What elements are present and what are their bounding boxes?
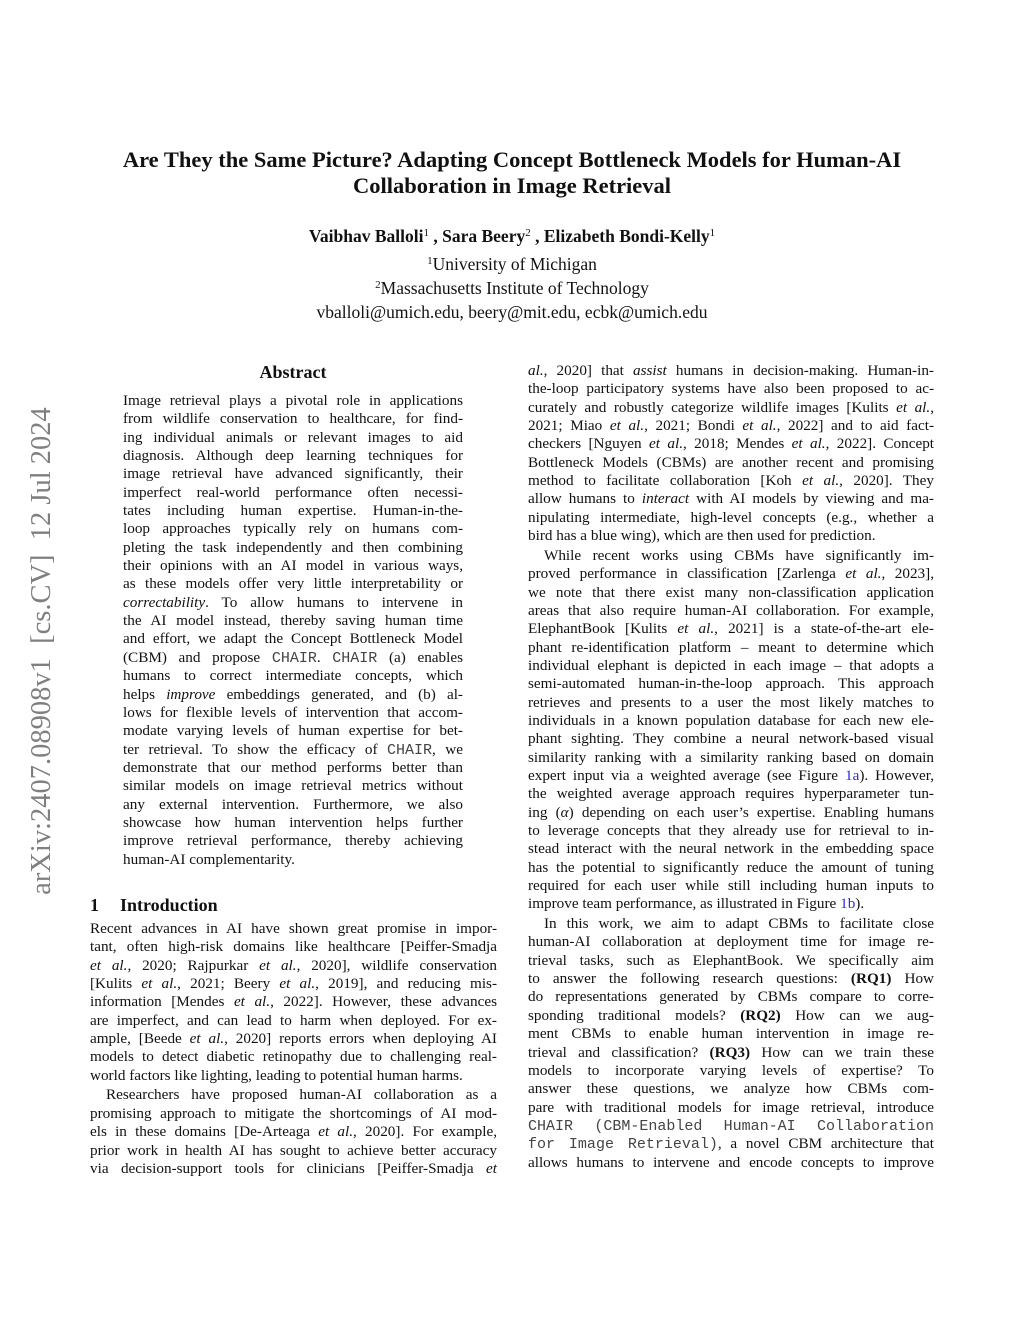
- text-line: prior work in health AI has sought to achieve better accuracy: [90, 1141, 497, 1159]
- text-line: While recent works using CBMs have significantly im-: [544, 546, 934, 564]
- text-segment: trieval and classification?: [528, 1043, 710, 1061]
- text-segment: [Kulits: [90, 975, 142, 993]
- text-line: pare with traditional models for image retrieval, introduce: [528, 1098, 934, 1116]
- text-segment: , we: [432, 740, 463, 758]
- text-line: [528, 970, 934, 988]
- italic-text: et al.: [90, 956, 128, 974]
- arxiv-stamp: arXiv:2407.08908v1 [cs.CV] 12 Jul 2024: [26, 407, 57, 895]
- text-line: tant, often high-risk domains like healthcare [Peiffer-Smadja: [90, 938, 497, 956]
- text-segment: , 2020; Rajpurkar: [127, 956, 260, 974]
- text-segment: How can we aug-: [780, 1006, 934, 1024]
- text-segment: , 2019], and reducing mis-: [315, 975, 498, 993]
- text-segment: ing (: [528, 803, 561, 821]
- affiliation: [0, 277, 1024, 299]
- introduction-left-column: [90, 920, 497, 1180]
- text-segment: . To allow humans to intervene in: [205, 593, 463, 611]
- text-line: semi-automated human-in-the-loop approach. This approach: [528, 675, 934, 693]
- text-line: required for each user while still including human inputs to: [528, 877, 934, 895]
- introduction-right-column: [528, 362, 934, 1173]
- italic-text: et al.: [141, 975, 178, 993]
- text-line: [123, 649, 463, 667]
- text-line: human-AI collaboration at deployment time for image re-: [528, 933, 934, 951]
- text-segment: , 2021] is a state-of-the-art ele-: [714, 620, 934, 638]
- text-line: has the potential to significantly reduce the amount of tuning: [528, 858, 934, 876]
- text-segment: to answer the following research questions:: [528, 970, 851, 988]
- text-segment: allow humans to: [528, 490, 642, 508]
- text-line: stead interact with the neural network in the embedding space: [528, 840, 934, 858]
- text-line: phant re-identification platform – meant to determine which: [528, 638, 934, 656]
- text-line: tates including human expertise. Human-in-the-: [123, 502, 463, 520]
- italic-text: et al.: [896, 398, 931, 416]
- paragraph: [528, 915, 934, 1172]
- italic-text: et: [486, 1159, 497, 1177]
- text-segment: , 2022]. However, these advances: [270, 993, 497, 1011]
- italic-text: improve: [166, 685, 216, 703]
- text-line: nipulating intermediate, high-level concepts (e.g., whether a: [528, 508, 934, 526]
- italic-text: et al.: [677, 620, 715, 638]
- italic-text: interact: [641, 490, 690, 508]
- author-affiliation-mark: 1: [423, 227, 429, 239]
- text-line: [528, 620, 934, 638]
- text-line: [90, 975, 497, 993]
- abstract-heading: Abstract: [259, 362, 327, 382]
- affiliation: [0, 253, 1024, 275]
- text-segment: sponding traditional models?: [528, 1006, 741, 1024]
- italic-text: assist: [633, 362, 667, 379]
- text-line: to leverage concepts that they already use for retrieval to in-: [528, 821, 934, 839]
- text-line: allows humans to intervene and encode concepts to improve: [528, 1153, 934, 1171]
- italic-text: et al.: [189, 1030, 225, 1048]
- text-line: [123, 686, 463, 704]
- text-line: trieval tasks, such as ElephantBook. We specifically aim: [528, 951, 934, 969]
- text-line: models to detect diabetic retinopathy due to challenging real-: [90, 1048, 497, 1066]
- text-line: [528, 804, 934, 822]
- text-segment: information [Mendes: [90, 993, 234, 1011]
- italic-text: α: [560, 803, 569, 821]
- text-segment: ample, [Beede: [90, 1030, 190, 1048]
- text-segment: embeddings generated, and (b) al-: [215, 685, 463, 703]
- text-line: from wildlife conservation to healthcare, for find-: [123, 410, 463, 428]
- text-segment: ) depending on each user’s expertise. Enabling humans: [568, 803, 934, 821]
- text-line: [90, 957, 497, 975]
- text-line: Bottleneck Models (CBMs) are another recent and promising: [528, 453, 934, 471]
- text-line: any external intervention. Furthermore, we also: [123, 795, 463, 813]
- text-segment: expert input via a weighted average (see Figure: [528, 766, 845, 784]
- text-line: answer these questions, we analyze how CBMs com-: [528, 1080, 934, 1098]
- section-heading-introduction: [90, 894, 218, 916]
- author-list: [0, 225, 1024, 247]
- text-segment: with AI models by viewing and ma-: [689, 490, 934, 508]
- affiliation-number: 2: [375, 279, 381, 291]
- section-title: Introduction: [120, 895, 218, 915]
- paragraph: [90, 1086, 497, 1178]
- text-line: their opinions with an AI model in various ways,: [123, 557, 463, 575]
- text-line: promising approach to mitigate the shortcomings of AI mod-: [90, 1104, 497, 1122]
- paragraph: [528, 547, 934, 914]
- author-emails: vballoli@umich.edu, beery@mit.edu, ecbk@umich.edu: [316, 302, 708, 322]
- paper-title-line-2: Collaboration in Image Retrieval: [352, 173, 672, 198]
- text-segment: , 2020]. For example,: [353, 1123, 497, 1141]
- text-segment: , 2020]. They: [839, 472, 934, 490]
- text-line: models to incorporate varying levels of expertise? To: [528, 1061, 934, 1079]
- paragraph: [90, 920, 497, 1085]
- text-line: we note that there exist many non-classification application: [528, 583, 934, 601]
- text-segment: ElephantBook [Kulits: [528, 620, 678, 638]
- text-line: the AI model instead, thereby saving human time: [123, 612, 463, 630]
- italic-text: et al.: [233, 993, 271, 1011]
- text-segment: curately and robustly categorize wildlife images [Kulits: [528, 398, 897, 416]
- text-segment: , 2021; Bondi: [644, 417, 743, 435]
- author-separator: ,: [428, 226, 443, 246]
- text-line: individuals in a known population database for each new ele-: [528, 711, 934, 729]
- text-line: [528, 565, 934, 583]
- text-line: bird has a blue wing), which are then used for prediction.: [528, 527, 876, 545]
- text-line: [528, 435, 934, 453]
- text-segment: improve team performance, as illustrated in Figure: [528, 895, 841, 913]
- text-line: [90, 1160, 497, 1178]
- text-line: modate varying levels of human expertise for bet-: [123, 722, 463, 740]
- monospace-text: CHAIR: [271, 649, 317, 667]
- text-line: similar models on image retrieval metrics without: [123, 777, 463, 795]
- section-number: 1: [90, 895, 99, 915]
- text-line: [90, 993, 497, 1011]
- text-line: [123, 741, 463, 759]
- text-line: demonstrate that our method performs better than: [123, 758, 463, 776]
- affiliation-name: University of Michigan: [432, 254, 597, 274]
- text-line: In this work, we aim to adapt CBMs to facilitate close: [544, 915, 934, 933]
- text-line: as these models offer very little interpretability or: [123, 575, 463, 593]
- text-line: the weighted average approach requires hyperparameter tun-: [528, 785, 934, 803]
- text-line: diagnosis. Although deep learning techniques for: [123, 447, 463, 465]
- text-segment: .: [316, 648, 333, 666]
- text-line: world factors like lighting, leading to potential human harms.: [90, 1066, 463, 1084]
- text-line: the-loop participatory systems have also been proposed to ac-: [528, 380, 934, 398]
- text-line: showcase how human intervention helps further: [123, 813, 463, 831]
- monospace-text: CHAIR: [332, 649, 378, 667]
- text-line: are imperfect, and can lead to harm when deployed. For ex-: [90, 1011, 497, 1029]
- paragraph: [528, 362, 934, 545]
- text-segment: ,: [930, 398, 934, 416]
- text-line: lows for flexible levels of intervention that accom-: [123, 703, 463, 721]
- author-name: Vaibhav Balloli: [308, 226, 424, 246]
- italic-text: et al.: [318, 1123, 354, 1141]
- text-segment: , 2022]. Concept: [825, 435, 935, 453]
- text-line: [528, 472, 934, 490]
- text-line: areas that also require human-AI collaboration. For example,: [528, 601, 934, 619]
- author-separator: ,: [530, 226, 544, 246]
- text-line: ing individual animals or relevant images to aid: [123, 428, 463, 446]
- author-name: Sara Beery: [442, 226, 526, 246]
- text-segment: How can we train these: [750, 1043, 934, 1061]
- text-segment: , 2021; Beery: [177, 975, 280, 993]
- text-segment: , 2020], wildlife conservation: [296, 956, 497, 974]
- text-segment: ). However,: [859, 766, 934, 784]
- text-line: [90, 1123, 497, 1141]
- text-line: humans to correct intermediate concepts, which: [123, 667, 463, 685]
- text-line: [528, 490, 934, 508]
- abstract-body: [123, 392, 463, 870]
- text-line: retrieves and presents to a user the most likely matches to: [528, 693, 934, 711]
- bold-text: (RQ2): [740, 1006, 781, 1024]
- author-affiliation-mark: 2: [525, 227, 531, 239]
- text-segment: ).: [855, 895, 865, 913]
- italic-text: et al.: [279, 975, 316, 993]
- text-line: [528, 1135, 934, 1153]
- monospace-text: for Image Retrieval): [528, 1136, 718, 1154]
- italic-text: et al.: [845, 565, 882, 583]
- text-line: improve retrieval performance, thereby achieving: [123, 832, 463, 850]
- italic-text: et al.: [791, 435, 826, 453]
- text-line: individual elephant is depicted in each image – that adopts a: [528, 656, 934, 674]
- text-segment: , 2020] that: [543, 362, 633, 379]
- text-segment: , 2018; Mendes: [683, 435, 792, 453]
- text-line: human-AI complementarity.: [123, 850, 295, 868]
- text-line: phant sighting. They combine a neural network-based visual: [528, 730, 934, 748]
- text-segment: proved performance in classification [Zarlenga: [528, 565, 846, 583]
- bold-text: (RQ1): [850, 970, 892, 988]
- text-segment: via decision-support tools for clinicians [Peiffer-Smadja: [90, 1159, 487, 1177]
- affiliation-name: Massachusetts Institute of Technology: [380, 278, 649, 298]
- paper-title-line-1: Are They the Same Picture? Adapting Concept Bottleneck Models for Human-AI: [122, 147, 902, 172]
- text-line: image retrieval have advanced significantly, their: [123, 465, 463, 483]
- text-line: [528, 767, 934, 785]
- text-segment: How: [891, 970, 935, 988]
- text-segment: (CBM) and propose: [123, 648, 272, 666]
- text-line: Recent advances in AI have shown great promise in impor-: [90, 920, 497, 937]
- text-segment: els in these domains [De-Arteaga: [90, 1123, 319, 1141]
- author-affiliation-mark: 1: [709, 227, 716, 239]
- text-segment: 2021; Miao: [528, 417, 610, 435]
- text-segment: , 2020] reports errors when deploying AI: [224, 1030, 497, 1048]
- text-segment: humans in decision-making. Human-in-: [666, 362, 934, 379]
- text-segment: helps: [123, 685, 167, 703]
- text-line: Image retrieval plays a pivotal role in applications: [123, 392, 463, 409]
- monospace-text: CHAIR: [387, 741, 433, 759]
- text-line: do representations generated by CBMs compare to corre-: [528, 988, 934, 1006]
- italic-text: al.: [528, 362, 544, 379]
- text-line: [528, 1007, 934, 1025]
- author-name: Elizabeth Bondi-Kelly: [543, 226, 710, 246]
- text-segment: , 2022] and to aid fact-: [776, 417, 934, 435]
- italic-text: et al.: [259, 956, 297, 974]
- italic-text: et al.: [609, 417, 645, 435]
- text-line: pleting the task independently and then combining: [123, 538, 463, 556]
- text-line: Researchers have proposed human-AI collaboration as a: [106, 1086, 497, 1104]
- bold-text: (RQ3): [709, 1043, 751, 1061]
- monospace-text: CHAIR (CBM-Enabled Human-AI Collaboration: [528, 1117, 934, 1135]
- text-line: [528, 1117, 934, 1135]
- text-line: [528, 417, 934, 435]
- text-line: ment CBMs to enable human intervention in image re-: [528, 1025, 934, 1043]
- italic-text: et al.: [742, 417, 777, 435]
- text-line: [90, 1030, 497, 1048]
- text-segment: method to facilitate collaboration [Koh: [528, 472, 803, 490]
- italic-text: et al.: [649, 435, 683, 453]
- text-line: [528, 895, 934, 913]
- text-segment: (a) enables: [377, 648, 463, 666]
- figure-link[interactable]: 1b: [840, 895, 856, 913]
- text-segment: checkers [Nguyen: [528, 435, 650, 453]
- text-line: [123, 594, 463, 612]
- paragraph: [123, 392, 463, 869]
- italic-text: et al.: [802, 472, 840, 490]
- text-line: loop approaches typically rely on humans com-: [123, 520, 463, 538]
- text-line: imperfect real-world performance often necessi-: [123, 483, 463, 501]
- text-segment: , a novel CBM architecture that: [717, 1135, 935, 1153]
- text-line: [528, 362, 934, 380]
- text-line: [528, 1044, 934, 1062]
- text-line: and effort, we adapt the Concept Bottleneck Model: [123, 630, 463, 648]
- text-line: similarity ranking with a similarity ranking based on domain: [528, 748, 934, 766]
- text-segment: ter retrieval. To show the efficacy of: [123, 740, 388, 758]
- text-segment: , 2023],: [881, 565, 934, 583]
- affiliation-number: 1: [427, 255, 433, 267]
- text-line: [528, 399, 934, 417]
- italic-text: correctability: [123, 593, 206, 611]
- figure-link[interactable]: 1a: [845, 766, 860, 784]
